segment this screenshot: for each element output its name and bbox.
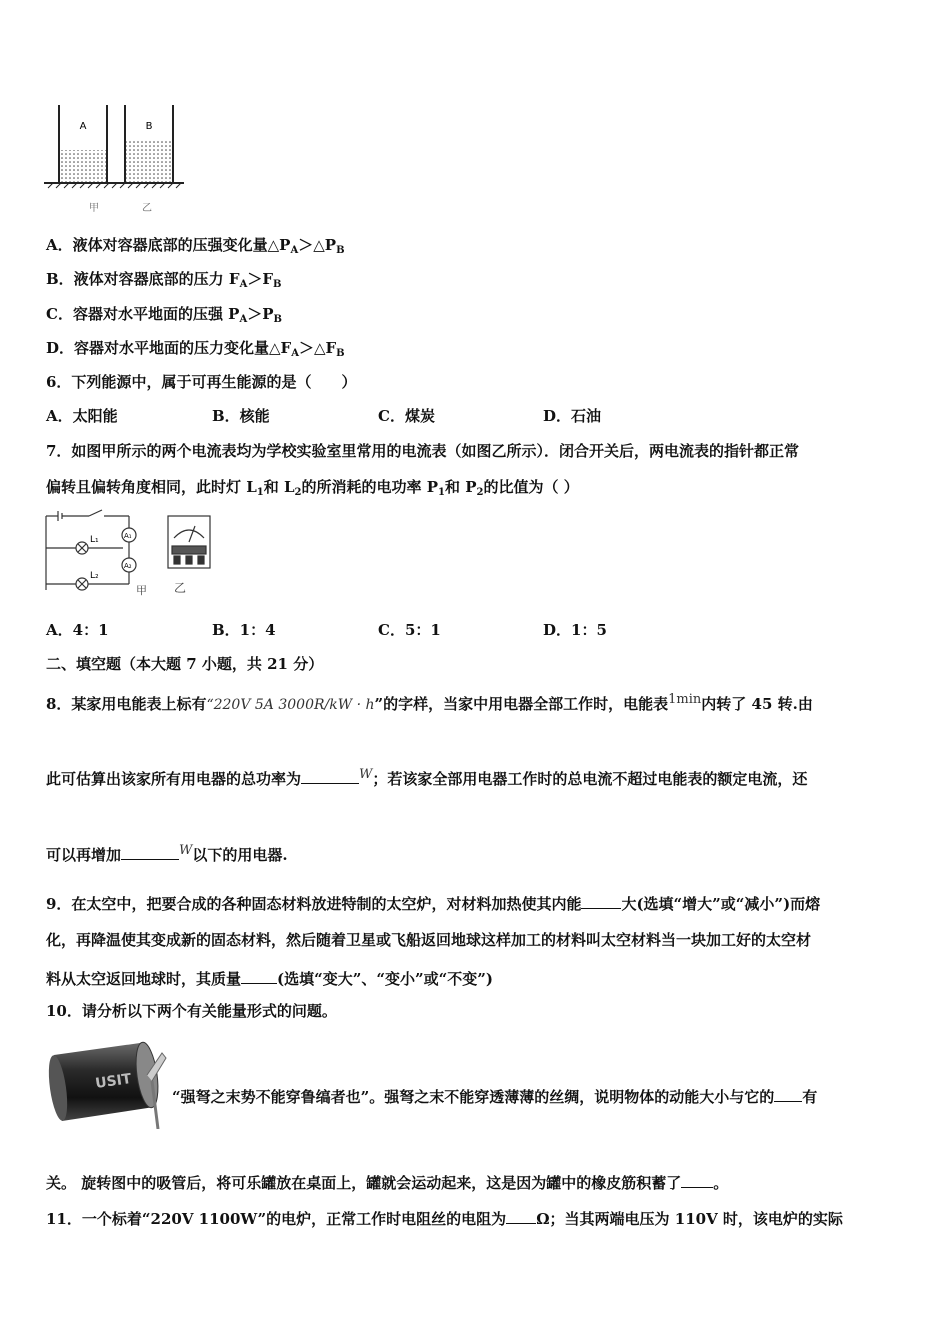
q7-option-b[interactable]: B．1：4 [212, 621, 276, 639]
q7-option-c[interactable]: C．5：1 [378, 621, 441, 639]
caption-jia: 甲 [89, 203, 99, 214]
q10-blank-elastic[interactable] [681, 1171, 713, 1188]
q7-option-d[interactable]: D．1：5 [543, 621, 607, 639]
fig-label-a2: A₂ [124, 562, 132, 570]
q9-line1: 9．在太空中，把要合成的各种固态材料放进特制的太空炉，对材料加热使其内能 大(选填“增大”或“减小”)而熔 [46, 892, 820, 914]
circuit-figure [44, 508, 154, 598]
q11-line1: 11．一个标着“220V 1100W”的电炉，正常工作时电阻丝的电阻为 Ω；当其两端电压为 110V 时，该电炉的实际 [46, 1207, 843, 1229]
q5-option-d[interactable]: D．容器对水平地面的压力变化量$\triangle F_A>\triangle F_B$ [46, 339, 345, 359]
q9-blank-energy[interactable] [581, 892, 621, 909]
q9-blank-mass[interactable] [241, 967, 277, 984]
caption-yi: 乙 [142, 203, 152, 214]
q6-option-b[interactable]: B．核能 [212, 407, 270, 425]
meter-spec: “220V 5A 3000R/kW · h [206, 697, 375, 713]
q6-option-c[interactable]: C．煤炭 [378, 407, 435, 425]
q10-line2: 关。 旋转图中的吸管后，将可乐罐放在桌面上，罐就会运动起来，这是因为罐中的橡皮筋积蓄了 。 [46, 1171, 728, 1193]
q6-option-d[interactable]: D．石油 [543, 407, 602, 425]
q6-stem: 6．下列能源中，属于可再生能源的是（ ） [46, 373, 357, 391]
q9-line3: 料从太空返回地球时，其质量 (选填“变大”、“变小”或“不变”) [46, 967, 493, 989]
q5-option-c[interactable]: C．容器对水平地面的压强 $P_A>P_B$ [46, 305, 282, 325]
label-b: B [145, 121, 153, 132]
can-image [44, 1033, 170, 1129]
q8-blank-power[interactable] [301, 767, 359, 784]
q8-blank-extra[interactable] [121, 843, 179, 860]
label-a: A [79, 121, 87, 132]
q10-blank-kinetic[interactable] [774, 1085, 802, 1102]
fig-label-a1: A₁ [124, 532, 132, 540]
caption-yi: 乙 [174, 581, 187, 595]
svg-text:USIT: USIT [94, 1071, 133, 1092]
q5-option-b[interactable]: B．液体对容器底部的压力 $F_A>F_B$ [46, 270, 282, 290]
q7-stem-line1: 7．如图甲所示的两个电流表均为学校实验室里常用的电流表（如图乙所示）．闭合开关后，两电流表的指针都正常 [46, 442, 799, 460]
q10-stem: 10．请分析以下两个有关能量形式的问题。 [46, 1002, 337, 1020]
ammeter-figure [160, 512, 220, 598]
q10-line1: “强弩之末势不能穿鲁缟者也”。强弩之末不能穿透薄薄的丝绸，说明物体的动能大小与它的 有 [172, 1085, 817, 1107]
q5-option-a[interactable]: A．液体对容器底部的压强变化量$\triangle P_A>\triangle P_B$ [46, 236, 345, 256]
section-title-fill-in: 二、填空题（本大题 7 小题，共 21 分） [46, 655, 324, 673]
q11-blank-resistance[interactable] [506, 1207, 536, 1224]
q6-option-a[interactable]: A．太阳能 [46, 407, 118, 425]
q9-line2: 化，再降温使其变成新的固态材料，然后随着卫星或飞船返回地球这样加工的材料叫太空材料当一块加工好的太空材 [46, 931, 812, 949]
container-figure [44, 100, 184, 215]
q8-line2: 此可估算出该家所有用电器的总功率为 W；若该家全部用电器工作时的总电流不超过电能表的额定电流，还 [46, 767, 808, 788]
caption-jia: 甲 [136, 584, 147, 597]
q7-stem-line2: 偏转且偏转角度相同，此时灯 $L_1$和 $L_2$的所消耗的电功率 $P_1$和 $P_2$的比值为（ ） [46, 478, 579, 498]
fig-label-l1: L₁ [90, 535, 99, 545]
q8-line1: 8．某家用电能表上标有“220V 5A 3000R/kW · h”的字样，当家中用电器全部工作时，电能表1min内转了 45 转.由 [46, 692, 813, 713]
q7-option-a[interactable]: A．4：1 [46, 621, 109, 639]
fig-label-l2: L₂ [90, 571, 99, 581]
q8-line3: 可以再增加 W以下的用电器. [46, 843, 288, 864]
